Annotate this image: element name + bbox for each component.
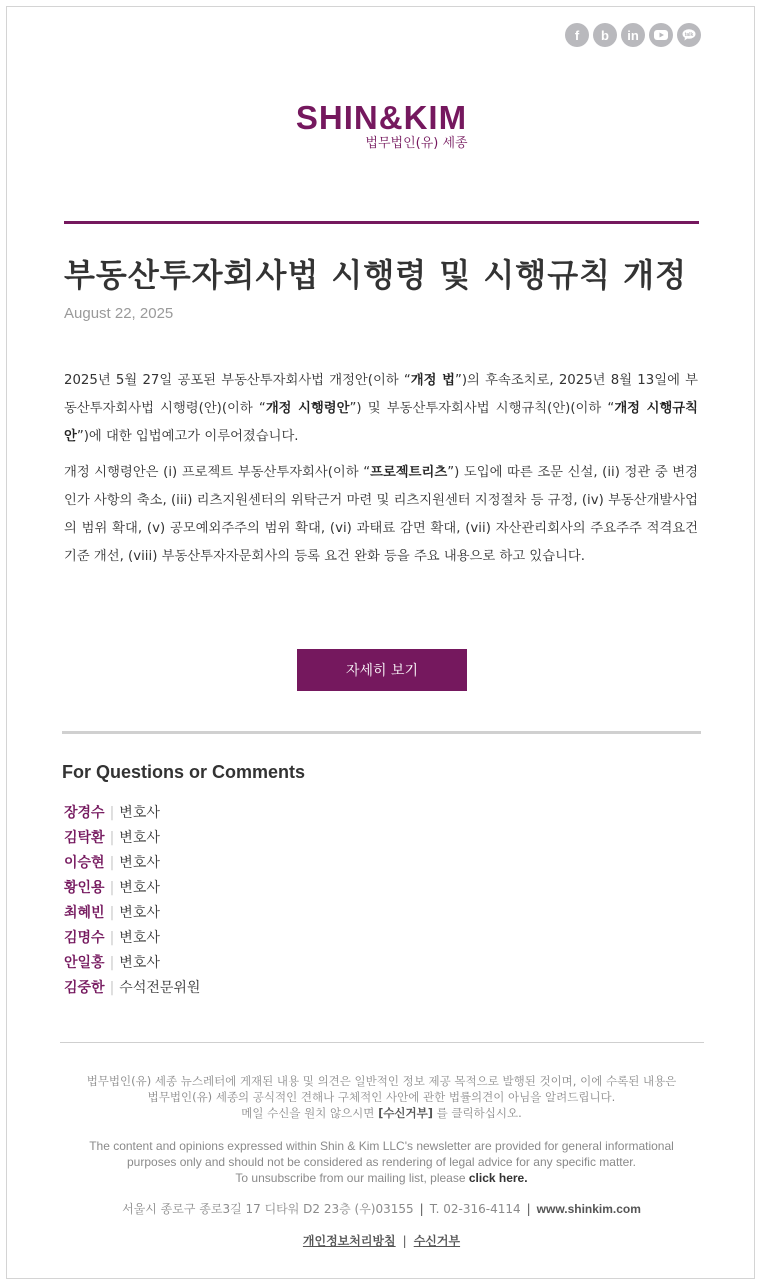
read-more-button[interactable]: 자세히 보기 [297,649,467,691]
website-link[interactable]: www.shinkim.com [536,1202,641,1216]
contact-name[interactable]: 이승현 [64,855,105,871]
kakaotalk-icon[interactable] [677,23,701,47]
article-date: August 22, 2025 [64,305,174,322]
contacts-heading: For Questions or Comments [62,762,306,782]
contact-name[interactable]: 김명수 [64,930,105,946]
unsubscribe-link[interactable]: 수신거부 [413,1234,461,1248]
footer-divider [60,1042,704,1043]
logo-korean: 법무법인(유) 세종 [365,136,468,151]
contacts-list [64,801,200,1001]
office-address: 서울시 종로구 종로3길 17 디타워 D2 23층 (우)03155 [122,1202,414,1216]
contact-name[interactable]: 최혜빈 [64,905,105,921]
contact-item: 황인용 | 변호사 [64,880,160,896]
facebook-icon[interactable]: f [565,23,589,47]
contact-item: 김명수 | 변호사 [64,930,160,946]
footer-disclaimer-korean: 법무법인(유) 세종 뉴스레터에 게재된 내용 및 의견은 일반적인 정보 제공 목적으로 발행된 것이며, 이에 수록된 내용은 법무법인(유) 세종의 공식적인 견해나 구체적인 사안에 관한 법률의견이 아님을 알려드립니다. 메일 수신을 원치 않으시면 [수신거부] 를 클릭하십시오. [86,1074,677,1120]
unsubscribe-link-korean[interactable]: [수신거부] [378,1106,434,1120]
contact-item: 안일홍 | 변호사 [64,955,160,971]
contact-item: 이승현 | 변호사 [64,855,160,871]
section-divider [62,731,701,734]
blog-icon[interactable]: b [593,23,617,47]
footer-address: 서울시 종로구 종로3길 17 디타워 D2 23층 (우)03155 | T. 02-316-4114 | www.shinkim.com [122,1202,641,1216]
unsubscribe-link-english[interactable]: click here. [468,1171,528,1185]
contact-name[interactable]: 안일홍 [64,955,105,971]
contact-name[interactable]: 황인용 [64,880,105,896]
svg-text:talk: talk [684,32,694,38]
footer-links: 개인정보처리방침 | 수신거부 [302,1234,461,1248]
contact-item: 장경수 | 변호사 [64,805,160,821]
privacy-policy-link[interactable]: 개인정보처리방침 [302,1234,396,1248]
paragraph-2: 개정 시행령안은 (i) 프로젝트 부동산투자회사(이하 “프로젝트리츠”) 도입에 따른 조문 신설, (ii) 정관 중 변경인가 사항의 축소, (iii) 리츠지원센터의 위탁근거 마련 및 리츠지원센터 지정절차 등 규정, (iv) 부동산개발사업의 범위 확대, (v) 공모예외주주의 범위 확대, (vi) 과태료 감면 확대, (vii) 자산관리회사의 주요주주 적격요건 기준 개선, (viii) 부동산투자자문회사의 등록 요건 완화 등을 주요 내용으로 하고 있습니다. [64,465,698,564]
contact-item: 김중한 | 수석전문위원 [64,980,201,996]
linkedin-icon[interactable]: in [621,23,645,47]
contact-item: 김탁환 | 변호사 [64,830,160,846]
office-phone: T. 02-316-4114 [429,1202,521,1216]
shinkim-logo [0,100,763,152]
paragraph-1: 2025년 5월 27일 공포된 부동산투자회사법 개정안(이하 “개정 법”)의 후속조치로, 2025년 8월 13일에 부동산투자회사법 시행령(안)(이하 “개정 시행령안”) 및 부동산투자회사법 시행규칙(안)(이하 “개정 시행규칙안”)에 대한 입법예고가 이루어졌습니다. [64,373,698,444]
header-divider [64,221,699,224]
article-title: 부동산투자회사법 시행령 및 시행규칙 개정 [64,256,687,294]
contact-name[interactable]: 김탁환 [64,830,105,846]
youtube-icon[interactable] [649,23,673,47]
contact-name[interactable]: 김중한 [64,980,105,996]
contact-name[interactable]: 장경수 [64,805,105,821]
footer-disclaimer-english: The content and opinions expressed within Shin & Kim LLC's newsletter are provided for general informational purposes only and should not be considered as rendering of legal advice for any specific matter. To unsubscribe from our mailing list, please click here. [89,1139,674,1185]
contact-item: 최혜빈 | 변호사 [64,905,160,921]
logo-english: SHIN&KIM [295,99,468,136]
article-body [64,367,698,579]
social-links [565,23,701,47]
